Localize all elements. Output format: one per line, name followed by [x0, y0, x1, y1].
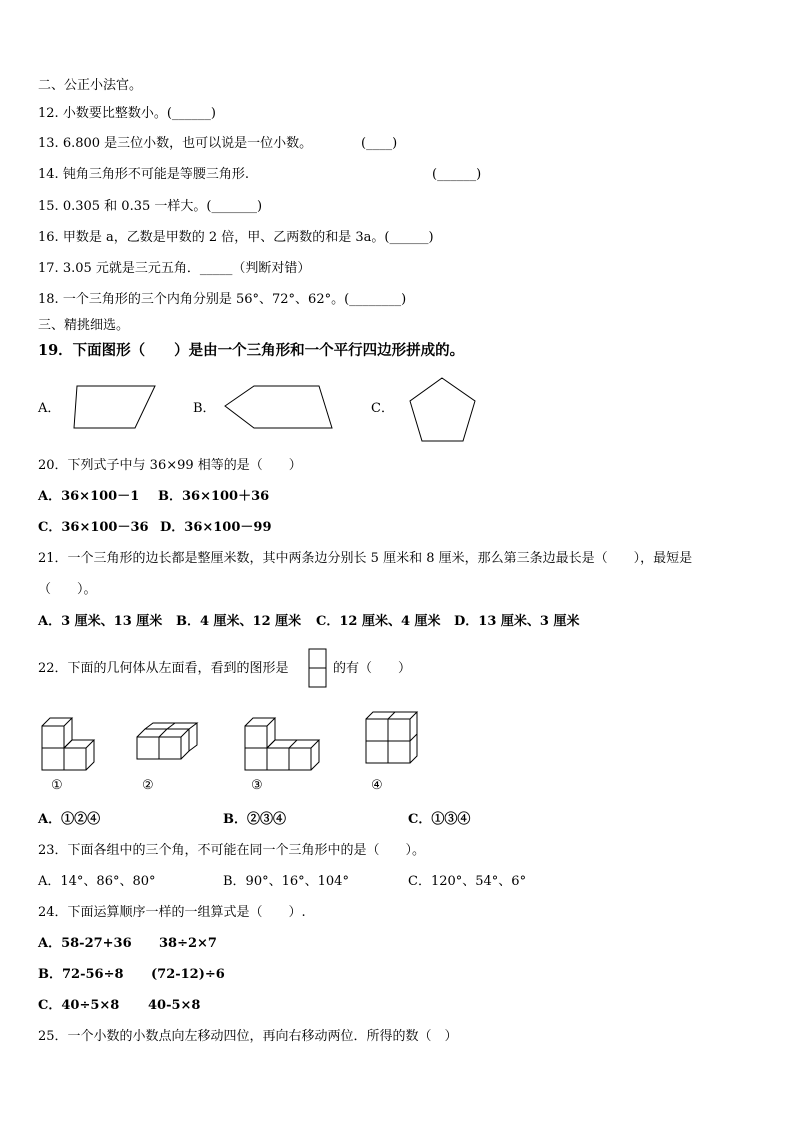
section-title: 三、精挑细选。 [38, 318, 130, 333]
question-text: 6.800 是三位小数，也可以说是一位小数。 [62, 136, 313, 151]
solid-3 [245, 718, 319, 770]
question-number: 14. [38, 167, 59, 182]
question-number: 13. [38, 136, 59, 151]
solid-label: ② [142, 778, 154, 793]
question-text: 甲数是 a，乙数是甲数的 2 倍，甲、乙两数的和是 3a。(______) [62, 230, 434, 245]
question-number: 12. [38, 106, 59, 121]
question-text: 0.305 和 0.35 一样大。(_______) [62, 199, 263, 214]
solid-label: ③ [251, 778, 263, 793]
option-c: C．12 厘米、4 厘米 [316, 614, 441, 629]
option-label: C． [371, 401, 394, 416]
option-a: A．①②④ [38, 812, 101, 827]
option-b: B．4 厘米、12 厘米 [176, 614, 302, 629]
stem-after: 的有（ ） [333, 661, 412, 676]
option-a: A．58-27+36 [38, 936, 132, 951]
question-21-stem-cont: （ ）。 [38, 582, 97, 597]
question-19-stem: 19．下面图形（ ）是由一个三角形和一个平行四边形拼成的。 [38, 342, 465, 359]
question-24-stem: 24．下面运算顺序一样的一组算式是（ ）. [38, 905, 306, 920]
solid-4 [366, 712, 417, 763]
solid-label: ① [51, 778, 63, 793]
option-c: C．①③④ [408, 812, 471, 827]
option-b: B．72-56÷8 [38, 967, 124, 982]
question-number: 17. [38, 261, 59, 276]
answer-blank: (____) [361, 136, 398, 151]
solid-2 [137, 723, 197, 759]
option-a: A．14°、86°、80° [38, 874, 156, 889]
option-d: D．13 厘米、3 厘米 [454, 614, 580, 629]
answer-blank: (______) [432, 167, 482, 182]
question-text: 一个三角形的三个内角分别是 56°、72°、62°。(________) [62, 292, 407, 307]
option-a-right: 38÷2×7 [159, 936, 217, 951]
option-a: A．36×100－1 [38, 489, 140, 504]
option-c: C．40÷5×8 [38, 998, 120, 1013]
option-c-right: 40-5×8 [148, 998, 201, 1013]
option-label: A． [38, 401, 61, 416]
section-title: 二、公正小法官。 [38, 78, 143, 93]
option-d: D．36×100－99 [160, 520, 272, 535]
option-b: B．90°、16°、104° [223, 874, 349, 889]
option-c: C．36×100－36 [38, 520, 149, 535]
question-number: 16. [38, 230, 59, 245]
option-b: B．②③④ [223, 812, 286, 827]
option-b-right: (72-12)÷6 [151, 967, 225, 982]
question-20-stem: 20．下列式子中与 36×99 相等的是（ ） [38, 458, 302, 473]
question-21-stem: 21．一个三角形的边长都是整厘米数，其中两条边分别长 5 厘米和 8 厘米，那么第三条边最长是（ ），最短是 [38, 551, 693, 566]
stem-before: 22．下面的几何体从左面看，看到的图形是 [38, 661, 289, 676]
solid-1 [42, 718, 94, 770]
question-number: 15. [38, 199, 59, 214]
solid-label: ④ [371, 778, 383, 793]
option-a: A．3 厘米、13 厘米 [38, 614, 163, 629]
question-25-stem: 25．一个小数的小数点向左移动四位，再向右移动两位．所得的数（ ） [38, 1029, 458, 1044]
option-c: C．120°、54°、6° [408, 874, 527, 889]
question-text: 小数要比整数小。(______) [62, 106, 216, 121]
option-label: B． [193, 401, 216, 416]
question-23-stem: 23．下面各组中的三个角，不可能在同一个三角形中的是（ ）。 [38, 843, 426, 858]
question-text: 钝角三角形不可能是等腰三角形. [62, 167, 249, 182]
option-b: B．36×100＋36 [158, 489, 270, 504]
question-number: 18. [38, 292, 59, 307]
question-text: 3.05 元就是三元五角．_____（判断对错） [62, 261, 311, 276]
